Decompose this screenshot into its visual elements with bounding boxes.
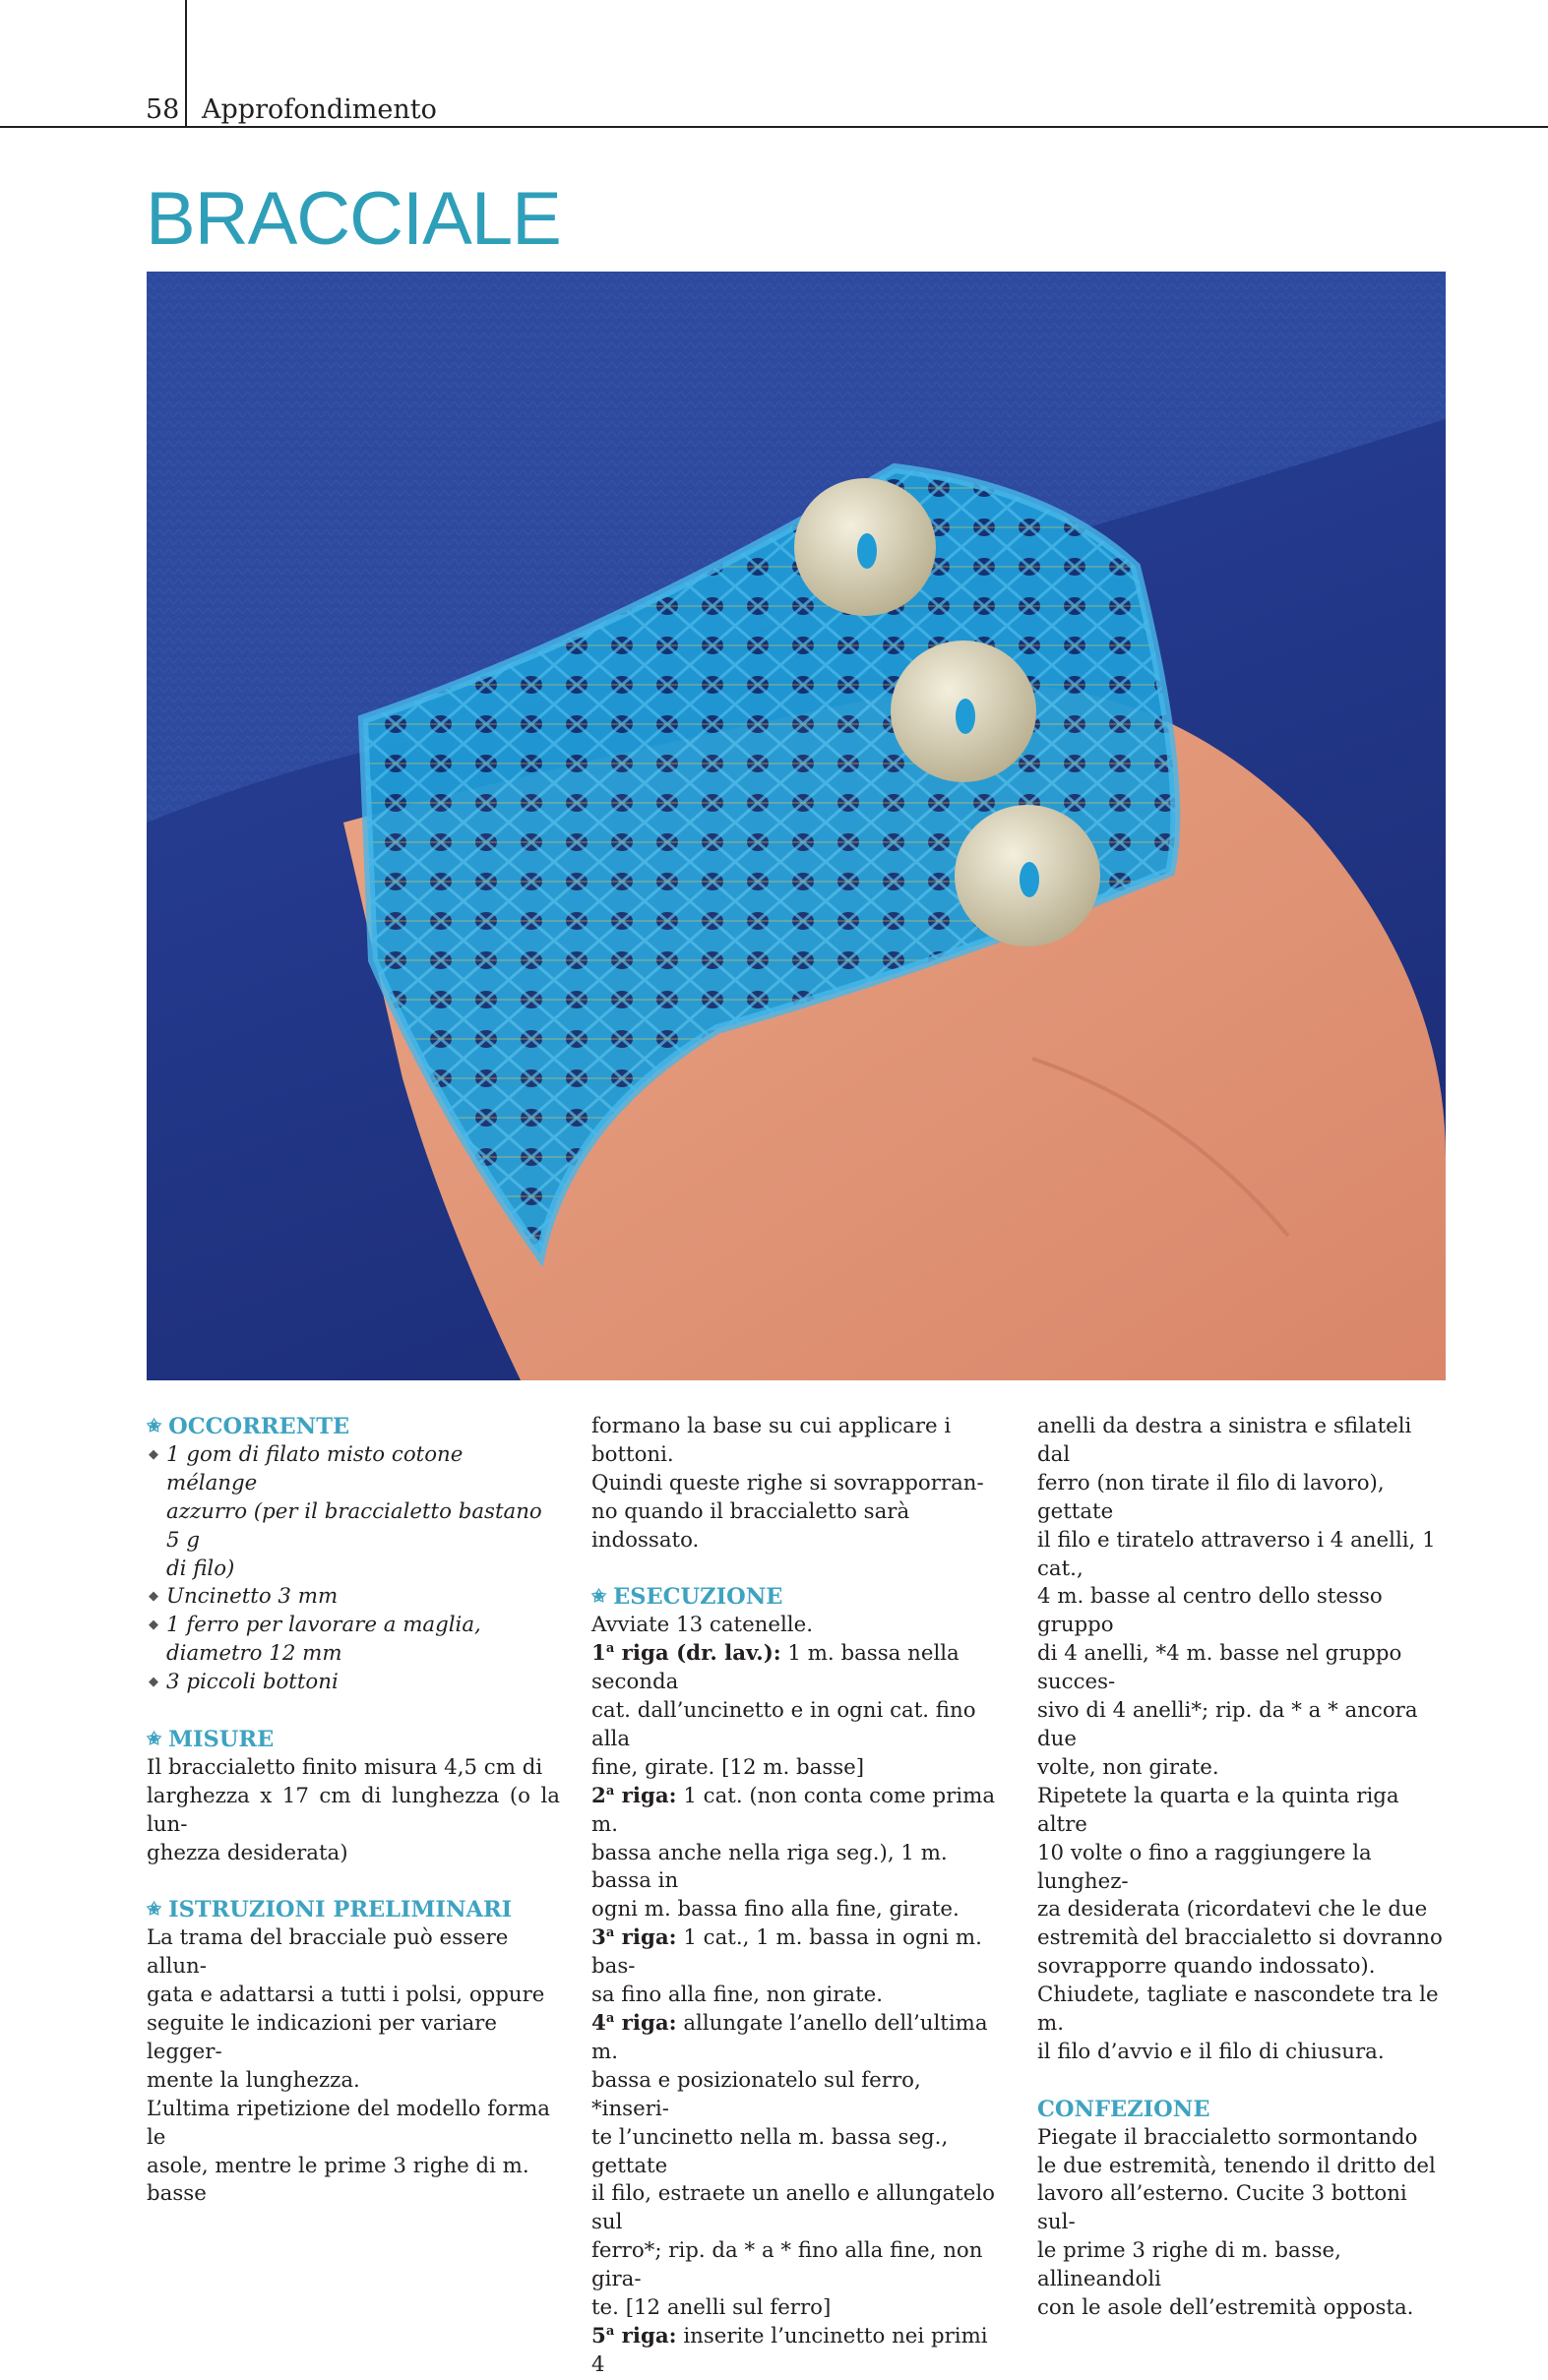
bracelet-illustration bbox=[147, 272, 1446, 1380]
text-line: bassa anche nella riga seg.), 1 m. bassa in bbox=[591, 1840, 948, 1894]
diamond-bullet-icon: ◆ bbox=[149, 1617, 158, 1633]
text-line: gata e adattarsi a tutti i polsi, oppure bbox=[147, 1983, 545, 2008]
button-1 bbox=[794, 478, 936, 616]
text-line: il filo d’avvio e il filo di chiusura. bbox=[1037, 2039, 1385, 2064]
text-line: il filo e tiratelo attraverso i 4 anelli, 1 cat., bbox=[1037, 1527, 1436, 1581]
button-3 bbox=[955, 805, 1100, 946]
text-line: lavoro all’esterno. Cucite 3 bottoni sul- bbox=[1037, 2181, 1407, 2235]
text-line: cat. dall’uncinetto e in ogni cat. fino alla bbox=[591, 1698, 976, 1751]
list-item-continued: di filo) bbox=[166, 1556, 235, 1581]
text-line: formano la base su cui applicare i bottoni. bbox=[591, 1414, 952, 1467]
text-line: larghezza x 17 cm di lunghezza (o la lun- bbox=[147, 1783, 560, 1837]
list-item: ◆ Uncinetto 3 mm bbox=[147, 1583, 560, 1612]
text-line: L’ultima ripetizione del modello forma le bbox=[147, 2096, 550, 2150]
text-line: estremità del braccialetto si dovranno bbox=[1037, 1925, 1443, 1951]
row-1-line: 1$^a$ riga (dr. lav.): 1 m. bassa nella seconda bbox=[591, 1641, 960, 1695]
star-icon: ✬ bbox=[591, 1586, 607, 1608]
heading-occorrente: ✬ OCCORRENTE bbox=[147, 1414, 350, 1439]
list-item-continued: azzurro (per il braccialetto bastano 5 g bbox=[166, 1498, 542, 1553]
header-rule bbox=[0, 126, 1548, 128]
row-2-line: 2$^a$ riga: 1 cat. (non conta come prima m. bbox=[591, 1783, 996, 1837]
materials-list bbox=[147, 1441, 560, 1697]
text-line: te. [12 anelli sul ferro] bbox=[591, 2295, 832, 2321]
diamond-bullet-icon: ◆ bbox=[149, 1675, 158, 1690]
list-item: ◆ 1 ferro per lavorare a maglia, bbox=[147, 1612, 560, 1640]
text-line: Ripetete la quarta e la quinta riga altre bbox=[1037, 1783, 1399, 1837]
text-line: con le asole dell’estremità opposta. bbox=[1037, 2295, 1414, 2321]
text-line: Il braccialetto finito misura 4,5 cm di bbox=[147, 1754, 543, 1780]
heading-misure: ✬ MISURE bbox=[147, 1726, 275, 1752]
text-line: Quindi queste righe si sovrapporran- bbox=[591, 1470, 984, 1495]
text-line: La trama del bracciale può essere allun- bbox=[147, 1925, 509, 1980]
text-line: anelli da destra a sinistra e sfilateli dal bbox=[1037, 1414, 1412, 1467]
text-line: asole, mentre le prime 3 righe di m. basse bbox=[147, 2153, 529, 2207]
column-3 bbox=[1037, 1413, 1451, 2323]
text-line: Avviate 13 catenelle. bbox=[591, 1613, 813, 1638]
text-line: 4 m. basse al centro dello stesso gruppo bbox=[1037, 1584, 1383, 1638]
star-icon: ✬ bbox=[147, 1416, 162, 1436]
row-3-line: 3$^a$ riga: 1 cat., 1 m. bassa in ogni m. bas- bbox=[591, 1925, 982, 1980]
heading-confezione: CONFEZIONE bbox=[1037, 2096, 1210, 2122]
bracelet-photo bbox=[147, 272, 1446, 1380]
diamond-bullet-icon: ◆ bbox=[149, 1446, 158, 1462]
text-line: Piegate il braccialetto sormontando bbox=[1037, 2124, 1418, 2150]
list-item: ◆ 3 piccoli bottoni bbox=[147, 1669, 560, 1697]
text-line: ghezza desiderata) bbox=[147, 1840, 348, 1865]
star-icon: ✬ bbox=[147, 1899, 162, 1921]
heading-istruzioni: ✬ ISTRUZIONI PRELIMINARI bbox=[147, 1897, 513, 1923]
text-line: te l’uncinetto nella m. bassa seg., gettate bbox=[591, 2124, 949, 2178]
text-line: 10 volte o fino a raggiungere la lunghez- bbox=[1037, 1840, 1372, 1894]
text-line: ogni m. bassa fino alla fine, girate. bbox=[591, 1897, 960, 1922]
column-1 bbox=[147, 1413, 560, 2209]
text-line: ferro*; rip. da * a * fino alla fine, non gira- bbox=[591, 2238, 983, 2292]
text-line: sovrapporre quando indossato). bbox=[1037, 1954, 1376, 1980]
text-line: di 4 anelli, *4 m. basse nel gruppo succes- bbox=[1037, 1641, 1402, 1695]
text-line: fine, girate. [12 m. basse] bbox=[591, 1754, 865, 1780]
text-line: Chiudete, tagliate e nascondete tra le m. bbox=[1037, 1983, 1439, 2037]
text-line: sa fino alla fine, non girate. bbox=[591, 1983, 884, 2008]
row-4-line: 4$^a$ riga: allungate l’anello dell’ultima m. bbox=[591, 2011, 988, 2064]
text-line: le prime 3 righe di m. basse, allineandoli bbox=[1037, 2238, 1341, 2292]
row-5-line: 5$^a$ riga: inserite l’uncinetto nei primi 4 bbox=[591, 2323, 988, 2377]
text-line: seguite le indicazioni per variare legger- bbox=[147, 2011, 497, 2064]
column-2 bbox=[591, 1413, 1005, 2380]
text-line: za desiderata (ricordatevi che le due bbox=[1037, 1897, 1428, 1922]
text-line: mente la lunghezza. bbox=[147, 2067, 360, 2093]
diamond-bullet-icon: ◆ bbox=[149, 1589, 158, 1605]
text-line: le due estremità, tenendo il dritto del bbox=[1037, 2153, 1436, 2178]
text-line: sivo di 4 anelli*; rip. da * a * ancora due bbox=[1037, 1698, 1418, 1751]
button-2 bbox=[891, 641, 1036, 782]
page-number: 58 bbox=[146, 94, 180, 125]
heading-esecuzione: ✬ ESECUZIONE bbox=[591, 1584, 783, 1611]
section-title: Approfondimento bbox=[202, 94, 437, 125]
text-line: il filo, estraete un anello e allungatelo sul bbox=[591, 2181, 995, 2235]
list-item: ◆ 1 gom di filato misto cotone mélange bbox=[149, 1441, 464, 1495]
star-icon: ✬ bbox=[147, 1728, 162, 1749]
text-line: bassa e posizionatelo sul ferro, *inseri- bbox=[591, 2067, 921, 2121]
text-line: volte, non girate. bbox=[1037, 1754, 1219, 1780]
page-title: BRACCIALE bbox=[146, 177, 561, 261]
text-line: no quando il braccialetto sarà indossato. bbox=[591, 1498, 910, 1553]
text-line: ferro (non tirate il filo di lavoro), gettate bbox=[1037, 1470, 1385, 1524]
header-vertical-rule bbox=[185, 0, 187, 128]
list-item-continued: diametro 12 mm bbox=[166, 1641, 342, 1667]
